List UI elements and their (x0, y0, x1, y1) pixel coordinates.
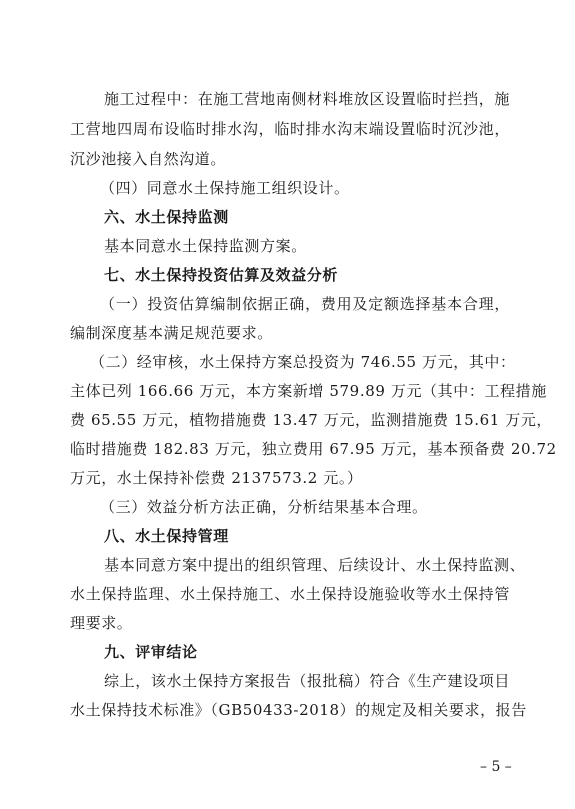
paragraph-line: 理要求。 (70, 614, 133, 632)
paragraph-line: 万元，水土保持补偿费 2137573.2 元。） (70, 469, 363, 487)
paragraph-line: 临时措施费 182.83 万元，独立费用 67.95 万元，基本预备费 20.72 (70, 440, 557, 458)
paragraph-line: 费 65.55 万元，植物措施费 13.47 万元，监测措施费 15.61 万元， (70, 411, 553, 429)
section-heading-8: 八、水土保持管理 (104, 527, 229, 545)
page-number: – 5 – (480, 759, 512, 775)
paragraph-line: 编制深度基本满足规范要求。 (70, 324, 273, 342)
paragraph-line: 水土保持技术标准》（GB50433-2018）的规定及相关要求，报告 (70, 701, 527, 719)
sub-item: （四）同意水土保持施工组织设计。 (100, 179, 350, 197)
paragraph-line: 主体已列 166.66 万元，本方案新增 579.89 万元（其中：工程措施 (70, 382, 547, 400)
paragraph-line: 水土保持监理、水土保持施工、水土保持设施验收等水土保持管 (70, 585, 510, 603)
paragraph-line: 基本同意水土保持监测方案。 (104, 237, 307, 255)
paragraph-line: 施工过程中：在施工营地南侧材料堆放区设置临时拦挡，施 (104, 90, 510, 108)
paragraph-line: 基本同意方案中提出的组织管理、后续设计、水土保持监测、 (104, 556, 526, 574)
paragraph-line: （二）经审核，水土保持方案总投资为 746.55 万元，其中： (90, 353, 516, 371)
paragraph-line: （一）投资估算编制依据正确，费用及定额选择基本合理， (100, 295, 510, 313)
section-heading-7: 七、水土保持投资估算及效益分析 (104, 266, 339, 284)
paragraph-line: 沉沙池接入自然沟道。 (70, 150, 227, 168)
paragraph-line: 工营地四周布设临时排水沟，临时排水沟末端设置临时沉沙池， (70, 120, 510, 138)
sub-item: （三）效益分析方法正确，分析结果基本合理。 (100, 498, 428, 516)
section-heading-9: 九、评审结论 (104, 643, 198, 661)
paragraph-line: 综上，该水土保持方案报告（报批稿）符合《生产建设项目 (104, 672, 510, 690)
section-heading-6: 六、水土保持监测 (104, 208, 229, 226)
